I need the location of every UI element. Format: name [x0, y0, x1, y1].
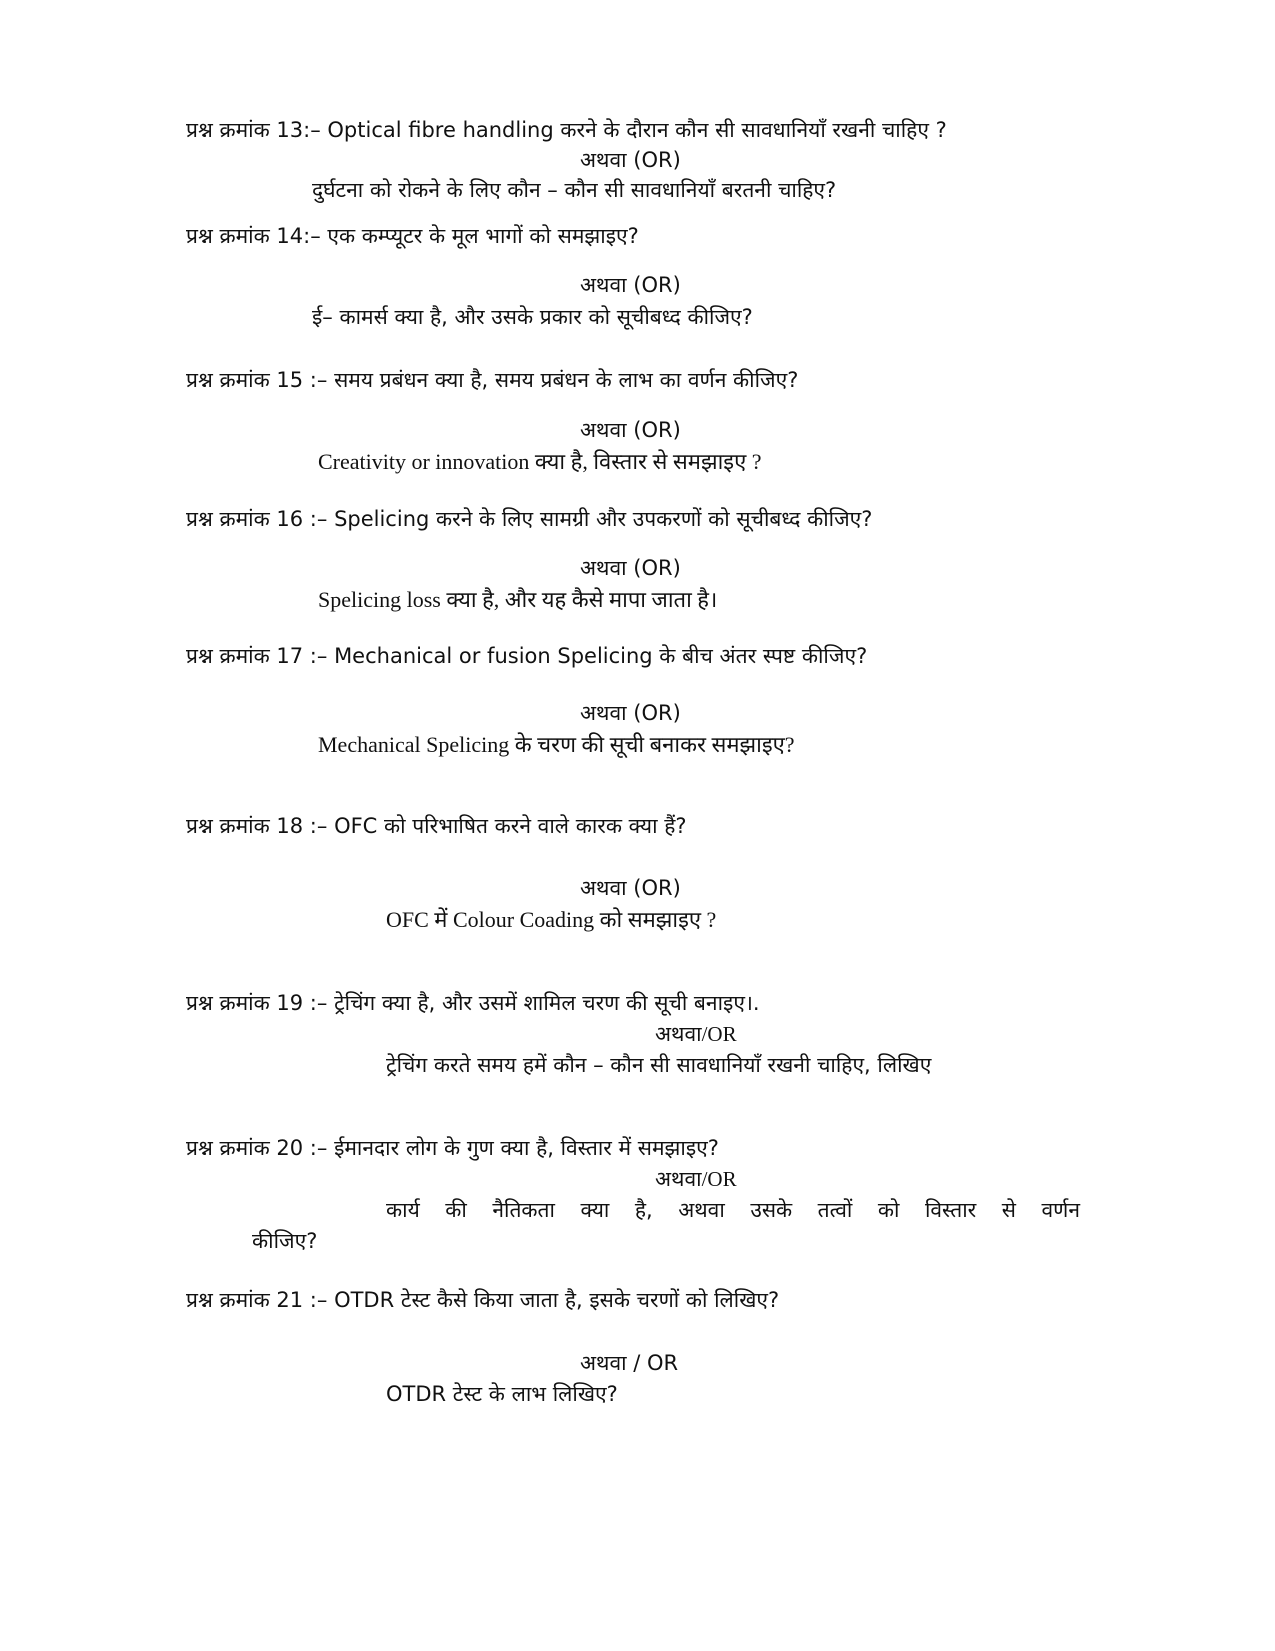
question-prefix: प्रश्न क्रमांक 17 :–: [186, 644, 328, 668]
question-text: एक कम्प्यूटर के मूल भागों को समझाइए?: [327, 224, 639, 248]
or-separator: अथवा (OR): [580, 148, 681, 172]
question-18: [186, 812, 687, 840]
question-14: [186, 222, 639, 250]
question-21: [186, 1286, 779, 1314]
question-17: [186, 642, 867, 670]
question-15: [186, 366, 798, 394]
question-text: OFC को परिभाषित करने वाले कारक क्या हैं?: [334, 814, 687, 838]
alternate-question: ट्रेचिंग करते समय हमें कौन – कौन सी सावधानियाँ रखनी चाहिए, लिखिए: [386, 1053, 932, 1077]
alternate-question: Spelicing loss क्या है, और यह कैसे मापा जाता है।: [318, 587, 718, 612]
alternate-question: Mechanical Spelicing के चरण की सूची बनाकर समझाइए?: [318, 732, 795, 757]
question-13: [186, 116, 947, 144]
question-20: [186, 1134, 719, 1162]
question-text: Spelicing करने के लिए सामग्री और उपकरणों को सूचीबध्द कीजिए?: [334, 507, 873, 531]
question-prefix: प्रश्न क्रमांक 13:–: [186, 118, 321, 142]
alternate-question: कार्य की नैतिकता क्या है, अथवा उसके तत्वों को विस्तार से वर्णन: [386, 1198, 1080, 1222]
question-prefix: प्रश्न क्रमांक 15 :–: [186, 368, 328, 392]
question-prefix: प्रश्न क्रमांक 14:–: [186, 224, 321, 248]
or-separator: अथवा/OR: [655, 1022, 737, 1046]
alternate-question: दुर्घटना को रोकने के लिए कौन – कौन सी सावधानियाँ बरतनी चाहिए?: [312, 178, 837, 202]
or-separator: अथवा / OR: [580, 1351, 679, 1375]
question-text: समय प्रबंधन क्या है, समय प्रबंधन के लाभ का वर्णन कीजिए?: [334, 368, 799, 392]
alternate-question: OFC में Colour Coading को समझाइए ?: [386, 907, 717, 932]
question-19: [186, 989, 760, 1017]
question-text: OTDR टेस्ट कैसे किया जाता है, इसके चरणों को लिखिए?: [334, 1288, 780, 1312]
question-text: Optical fibre handling करने के दौरान कौन सी सावधानियाँ रखनी चाहिए ?: [327, 118, 947, 142]
or-separator: अथवा (OR): [580, 418, 681, 442]
question-text: Mechanical or fusion Spelicing के बीच अंतर स्पष्ट कीजिए?: [334, 644, 868, 668]
or-separator: अथवा (OR): [580, 556, 681, 580]
or-separator: अथवा (OR): [580, 273, 681, 297]
alternate-question: OTDR टेस्ट के लाभ लिखिए?: [386, 1382, 618, 1406]
alternate-question: Creativity or innovation क्या है, विस्तार से समझाइए ?: [318, 449, 762, 474]
question-text: ईमानदार लोग के गुण क्या है, विस्तार में समझाइए?: [334, 1136, 719, 1160]
question-prefix: प्रश्न क्रमांक 19 :–: [186, 991, 328, 1015]
or-separator: अथवा (OR): [580, 701, 681, 725]
question-text: ट्रेचिंग क्या है, और उसमें शामिल चरण की सूची बनाइए।.: [334, 991, 760, 1015]
alternate-question: ई– कामर्स क्या है, और उसके प्रकार को सूचीबध्द कीजिए?: [312, 305, 753, 329]
question-prefix: प्रश्न क्रमांक 16 :–: [186, 507, 328, 531]
question-prefix: प्रश्न क्रमांक 20 :–: [186, 1136, 328, 1160]
question-prefix: प्रश्न क्रमांक 21 :–: [186, 1288, 328, 1312]
or-separator: अथवा (OR): [580, 876, 681, 900]
alternate-question-continued: कीजिए?: [252, 1229, 318, 1253]
question-16: [186, 505, 872, 533]
or-separator: अथवा/OR: [655, 1167, 737, 1191]
question-prefix: प्रश्न क्रमांक 18 :–: [186, 814, 328, 838]
